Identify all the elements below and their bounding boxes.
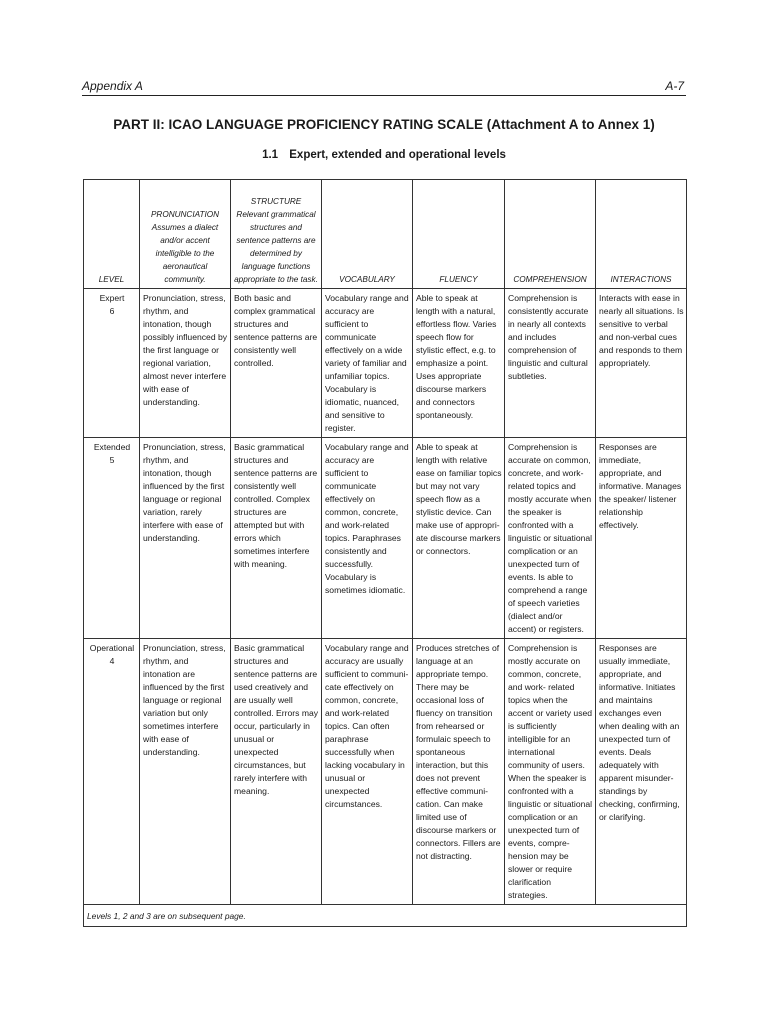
comprehension-cell: Comprehension is mostly accurate on common, concrete, and work- related topics when the accent or variety used is sufficiently intelligible for an international community of users. When the speaker is confronted with a linguistic or situational complication or an unexpected turn of events, compre-hension may be slower or require clarification strategies.: [505, 639, 596, 905]
pronunciation-cell: Pronunciation, stress, rhythm, and intonation, though possibly influenced by the first language or regional variation, almost never interfere with ease of understanding.: [140, 289, 231, 438]
header-rule: [82, 95, 686, 96]
header-structure-title: STRUCTURE: [250, 197, 302, 206]
table-row: [84, 289, 687, 438]
level-number: 6: [109, 306, 115, 316]
level-name: Expert: [99, 293, 125, 303]
comprehension-cell: Comprehension is accurate on common, concrete, and work-related topics and mostly accurate when the speaker is confronted with a linguistic or situational complication or an unexpected turn of events. Is able to comprehend a range of speech varieties (dialect and/or accent) or registers.: [505, 438, 596, 639]
vocabulary-cell: Vocabulary range and accuracy are sufficient to communicate effectively on common, concrete, and work-related topics. Paraphrases consistently and successfully. Vocabulary is sometimes idiomatic.: [322, 438, 413, 639]
table-footnote-row: [84, 905, 687, 927]
header-pronunciation-note: Assumes a dialect and/or accent intelligible to the aeronautical community.: [151, 223, 219, 284]
vocabulary-cell: Vocabulary range and accuracy are usually sufficient to communi-cate effectively on common, concrete, and work-related topics. Can often paraphrase successfully when lacking vocabulary in unusual or unexpected circumstances.: [322, 639, 413, 905]
interactions-cell: Responses are immediate, appropriate, and informative. Manages the speaker/ listener relationship effectively.: [596, 438, 687, 639]
structure-cell: Basic grammatical structures and sentence patterns are used creatively and are usually well controlled. Errors may occur, particularly in unusual or unexpected circumstances, but rarely interfere with meaning.: [231, 639, 322, 905]
section-number: 1.1: [262, 149, 279, 161]
level-name: Extended: [93, 442, 131, 452]
header-fluency: FLUENCY: [413, 180, 505, 289]
section-subtitle: [0, 149, 768, 161]
interactions-cell: Interacts with ease in nearly all situations. Is sensitive to verbal and non-verbal cues and responds to them appropriately.: [596, 289, 687, 438]
level-cell: [84, 639, 140, 905]
header-interactions: INTERACTIONS: [596, 180, 687, 289]
running-header-left: Appendix A: [82, 79, 143, 93]
level-number: 4: [109, 656, 115, 666]
header-level: LEVEL: [84, 180, 140, 289]
pronunciation-cell: Pronunciation, stress, rhythm, and intonation are influenced by the first language or regional variation but only sometimes interfere with ease of understanding.: [140, 639, 231, 905]
structure-cell: Both basic and complex grammatical structures and sentence patterns are consistently well controlled.: [231, 289, 322, 438]
rating-scale-table: [83, 179, 687, 927]
fluency-cell: Able to speak at length with relative ease on familiar topics but may not vary speech flow as a stylistic device. Can make use of appropri-ate discourse markers or connectors.: [413, 438, 505, 639]
comprehension-cell: Comprehension is consistently accurate in nearly all contexts and includes comprehension of linguistic and cultural subtleties.: [505, 289, 596, 438]
fluency-cell: Produces stretches of language at an appropriate tempo. There may be occasional loss of fluency on transition from rehearsed or formulaic speech to spontaneous interaction, but this does not prevent effective communi-cation. Can make limited use of discourse markers or connectors. Fillers are not distracting.: [413, 639, 505, 905]
pronunciation-cell: Pronunciation, stress, rhythm, and intonation, though influenced by the first language or regional variation, rarely interfere with ease of understanding.: [140, 438, 231, 639]
section-title: Expert, extended and operational levels: [289, 149, 506, 161]
interactions-cell: Responses are usually immediate, appropriate, and informative. Initiates and maintains exchanges even when dealing with an unexpected turn of events. Deals adequately with apparent misunder-standings by checking, confirming, or clarifying.: [596, 639, 687, 905]
table-header-row: [84, 180, 687, 289]
header-pronunciation-title: PRONUNCIATION: [150, 210, 220, 219]
vocabulary-cell: Vocabulary range and accuracy are sufficient to communicate effectively on a wide variety of familiar and unfamiliar topics. Vocabulary is idiomatic, nuanced, and sensitive to register.: [322, 289, 413, 438]
structure-cell: Basic grammatical structures and sentence patterns are consistently well controlled. Complex structures are attempted but with errors which sometimes interfere with meaning.: [231, 438, 322, 639]
level-cell: [84, 438, 140, 639]
header-vocabulary: VOCABULARY: [322, 180, 413, 289]
level-name: Operational: [89, 643, 135, 653]
header-structure: [231, 180, 322, 289]
header-pronunciation: [140, 180, 231, 289]
table-row: [84, 639, 687, 905]
page-number: A-7: [665, 79, 684, 93]
page-title: PART II: ICAO LANGUAGE PROFICIENCY RATING SCALE (Attachment A to Annex 1): [113, 117, 655, 132]
header-structure-note: Relevant grammatical structures and sentence patterns are determined by language functions appropriate to the task.: [234, 210, 318, 284]
level-number: 5: [109, 455, 115, 465]
header-comprehension: COMPREHENSION: [505, 180, 596, 289]
table-footnote: Levels 1, 2 and 3 are on subsequent page.: [84, 905, 687, 927]
fluency-cell: Able to speak at length with a natural, effortless flow. Varies speech flow for stylistic effect, e.g. to emphasize a point. Uses appropriate discourse markers and connectors spontaneously.: [413, 289, 505, 438]
table-row: [84, 438, 687, 639]
level-cell: [84, 289, 140, 438]
